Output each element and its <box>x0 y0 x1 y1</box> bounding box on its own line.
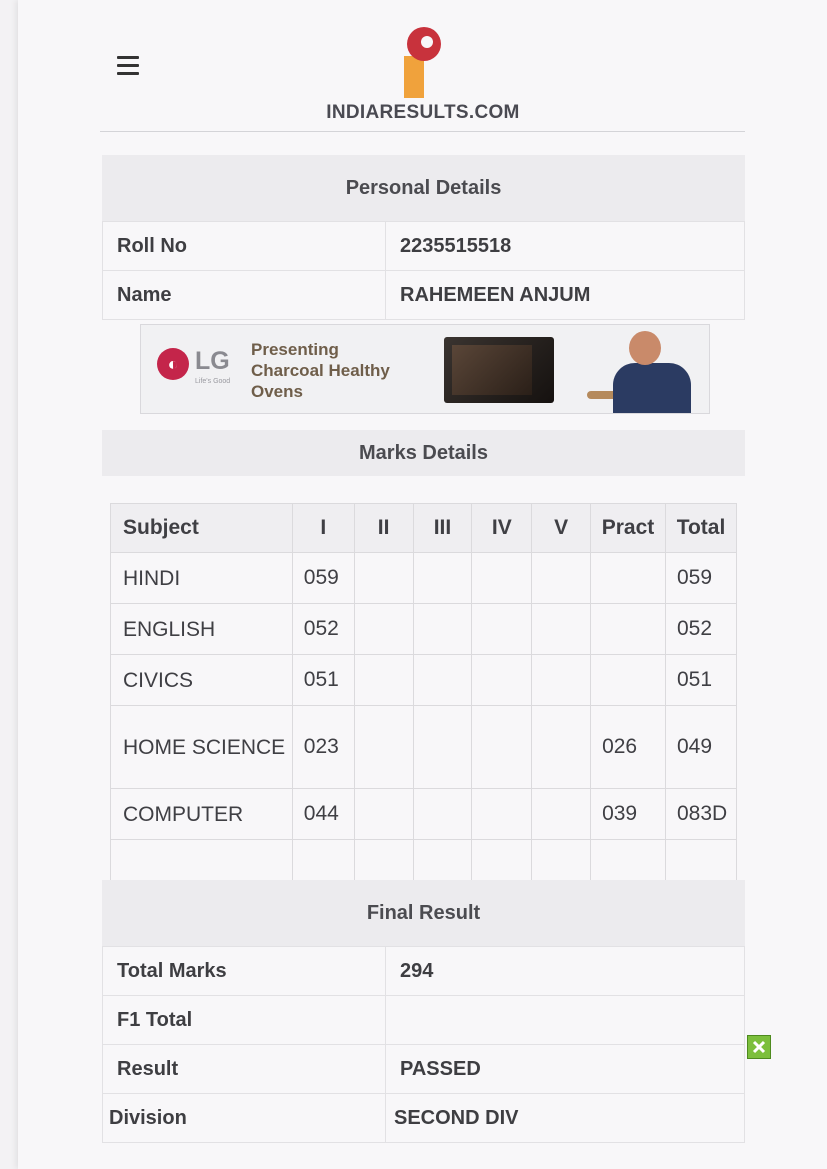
marks-cell <box>413 604 472 655</box>
f1-total-label: F1 Total <box>103 996 386 1045</box>
table-row <box>103 271 745 320</box>
col-total-header: Total <box>665 504 736 553</box>
total-cell: 052 <box>665 604 736 655</box>
marks-cell <box>354 655 413 706</box>
pract-cell <box>591 553 666 604</box>
table-row <box>103 996 745 1045</box>
final-result-table <box>102 946 745 1143</box>
marks-cell <box>354 553 413 604</box>
total-marks-label: Total Marks <box>103 947 386 996</box>
marks-cell <box>354 789 413 840</box>
oven-image <box>444 337 554 403</box>
site-logo-text[interactable]: INDIARESULTS.COM <box>326 102 520 123</box>
pract-cell: 026 <box>591 706 666 789</box>
table-header-row <box>111 504 737 553</box>
marks-cell <box>413 789 472 840</box>
total-marks-value: 294 <box>386 947 745 996</box>
total-cell: 051 <box>665 655 736 706</box>
marks-cell <box>472 604 532 655</box>
table-row <box>103 222 745 271</box>
table-row <box>111 789 737 840</box>
close-icon[interactable] <box>747 1035 771 1059</box>
marks-cell <box>472 553 532 604</box>
marks-cell: 044 <box>292 789 354 840</box>
subject-cell: HOME SCIENCE <box>111 706 293 789</box>
ad-headline: Presenting Charcoal Healthy Ovens <box>251 340 390 401</box>
table-row <box>111 604 737 655</box>
division-value: SECOND DIV <box>386 1094 745 1143</box>
col-subject-header: Subject <box>111 504 293 553</box>
pract-cell: 039 <box>591 789 666 840</box>
table-row <box>103 1094 745 1143</box>
marks-cell: 051 <box>292 655 354 706</box>
marks-cell: 059 <box>292 553 354 604</box>
marks-cell <box>532 789 591 840</box>
personal-details-heading: Personal Details <box>102 155 745 221</box>
col-iii-header: III <box>413 504 472 553</box>
marks-cell <box>413 553 472 604</box>
roll-no-value: 2235515518 <box>386 222 745 271</box>
division-label: Division <box>103 1094 386 1143</box>
name-label: Name <box>103 271 386 320</box>
personal-details-table <box>102 221 745 320</box>
subject-cell: HINDI <box>111 553 293 604</box>
marks-cell <box>532 553 591 604</box>
roll-no-label: Roll No <box>103 222 386 271</box>
col-pract-header: Pract <box>591 504 666 553</box>
total-cell: 049 <box>665 706 736 789</box>
header-divider <box>100 131 745 132</box>
f1-total-value <box>386 996 745 1045</box>
ad-brand: LG <box>195 347 230 375</box>
model-head-image <box>629 331 661 365</box>
hamburger-menu-icon[interactable] <box>117 56 139 76</box>
col-iv-header: IV <box>472 504 532 553</box>
model-image <box>613 363 691 413</box>
marks-cell: 052 <box>292 604 354 655</box>
marks-table <box>110 503 737 891</box>
lg-advertisement-banner[interactable] <box>140 324 710 414</box>
pract-cell <box>591 655 666 706</box>
marks-cell <box>354 706 413 789</box>
col-v-header: V <box>532 504 591 553</box>
marks-cell <box>472 789 532 840</box>
table-row <box>103 1045 745 1094</box>
total-cell: 083D <box>665 789 736 840</box>
marks-cell <box>413 706 472 789</box>
marks-cell <box>354 604 413 655</box>
subject-cell: ENGLISH <box>111 604 293 655</box>
table-row <box>103 947 745 996</box>
final-result-heading: Final Result <box>102 880 745 946</box>
ad-tagline: Life's Good <box>195 378 231 385</box>
subject-cell: COMPUTER <box>111 789 293 840</box>
marks-cell <box>532 706 591 789</box>
marks-cell <box>472 655 532 706</box>
table-row <box>111 553 737 604</box>
result-label: Result <box>103 1045 386 1094</box>
result-value: PASSED <box>386 1045 745 1094</box>
marks-cell: 023 <box>292 706 354 789</box>
subject-cell: CIVICS <box>111 655 293 706</box>
total-cell: 059 <box>665 553 736 604</box>
col-ii-header: II <box>354 504 413 553</box>
table-row <box>111 706 737 789</box>
name-value: RAHEMEEN ANJUM <box>386 271 745 320</box>
marks-cell <box>472 706 532 789</box>
marks-cell <box>532 604 591 655</box>
pract-cell <box>591 604 666 655</box>
marks-details-heading: Marks Details <box>102 430 745 476</box>
marks-cell <box>532 655 591 706</box>
indiaresults-logo-icon <box>400 26 446 102</box>
lg-logo-icon: ◐ <box>157 348 189 380</box>
table-row <box>111 655 737 706</box>
col-i-header: I <box>292 504 354 553</box>
marks-cell <box>413 655 472 706</box>
